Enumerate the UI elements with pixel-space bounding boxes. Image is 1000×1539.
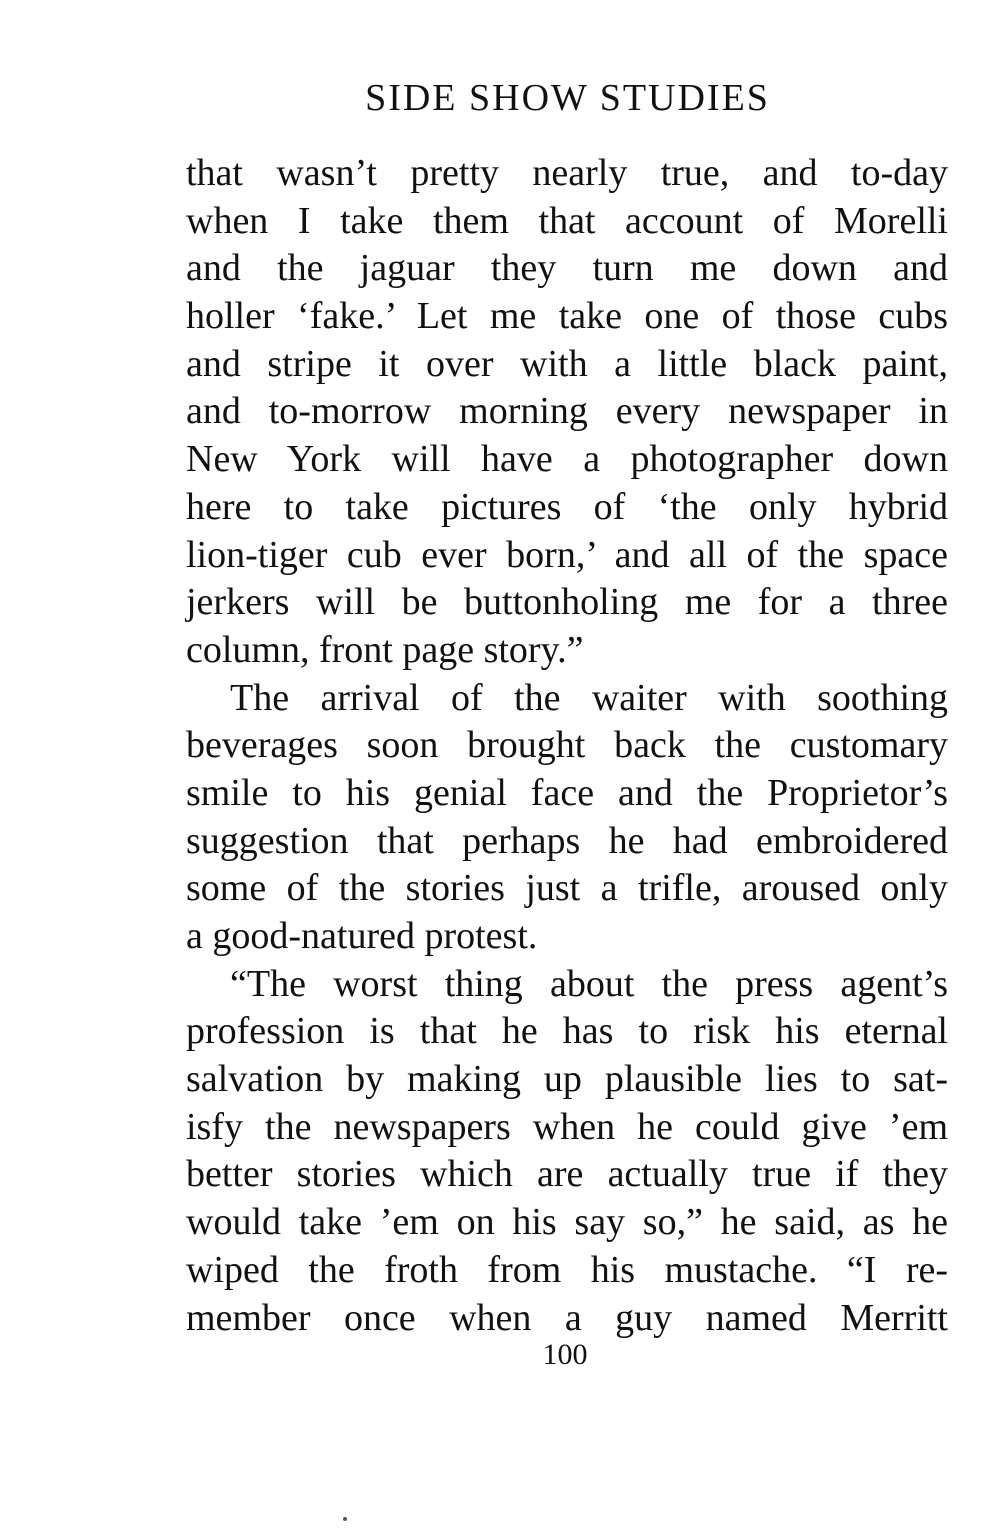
paragraph-3 bbox=[186, 961, 948, 1343]
text-line: member once when a guy named Merritt bbox=[186, 1296, 948, 1339]
paragraph-2 bbox=[186, 675, 948, 961]
text-line: would take ’em on his say so,” he said, as he bbox=[186, 1201, 948, 1244]
text-line: that wasn’t pretty nearly true, and to-day bbox=[186, 152, 948, 194]
text-line: column, front page story.” bbox=[186, 628, 584, 671]
text-line: some of the stories just a trifle, aroused only bbox=[186, 867, 948, 910]
text-line: jerkers will be buttonholing me for a three bbox=[186, 581, 948, 624]
text-line: a good-natured protest. bbox=[186, 915, 538, 957]
text-line: holler ‘fake.’ Let me take one of those cubs bbox=[186, 295, 948, 338]
text-line: salvation by making up plausible lies to sat- bbox=[186, 1058, 948, 1101]
text-line: smile to his genial face and the Proprietor’s bbox=[186, 771, 948, 814]
paragraph-1 bbox=[186, 150, 948, 675]
text-line: and stripe it over with a little black paint, bbox=[186, 342, 948, 385]
scan-speck bbox=[343, 1517, 347, 1521]
text-line: beverages soon brought back the customary bbox=[186, 724, 948, 767]
page-number: 100 bbox=[542, 1338, 588, 1371]
text-line: New York will have a photographer down bbox=[186, 438, 948, 481]
text-line: isfy the newspapers when he could give ’em bbox=[186, 1105, 948, 1148]
text-line: and to-morrow morning every newspaper in bbox=[186, 390, 948, 433]
text-line: The arrival of the waiter with soothing bbox=[230, 676, 948, 719]
text-line: here to take pictures of ‘the only hybrid bbox=[186, 485, 948, 528]
running-head: SIDE SHOW STUDIES bbox=[365, 77, 770, 119]
text-line: wiped the froth from his mustache. “I re- bbox=[186, 1248, 948, 1291]
text-line: better stories which are actually true if they bbox=[186, 1153, 948, 1196]
text-line: profession is that he has to risk his eternal bbox=[186, 1010, 948, 1053]
text-line: suggestion that perhaps he had embroidered bbox=[186, 819, 948, 862]
body-text bbox=[186, 150, 948, 1342]
text-line: when I take them that account of Morelli bbox=[186, 199, 948, 242]
text-line: lion-tiger cub ever born,’ and all of the space bbox=[186, 533, 948, 576]
text-line: and the jaguar they turn me down and bbox=[186, 247, 948, 290]
text-line: “The worst thing about the press agent’s bbox=[230, 962, 948, 1005]
